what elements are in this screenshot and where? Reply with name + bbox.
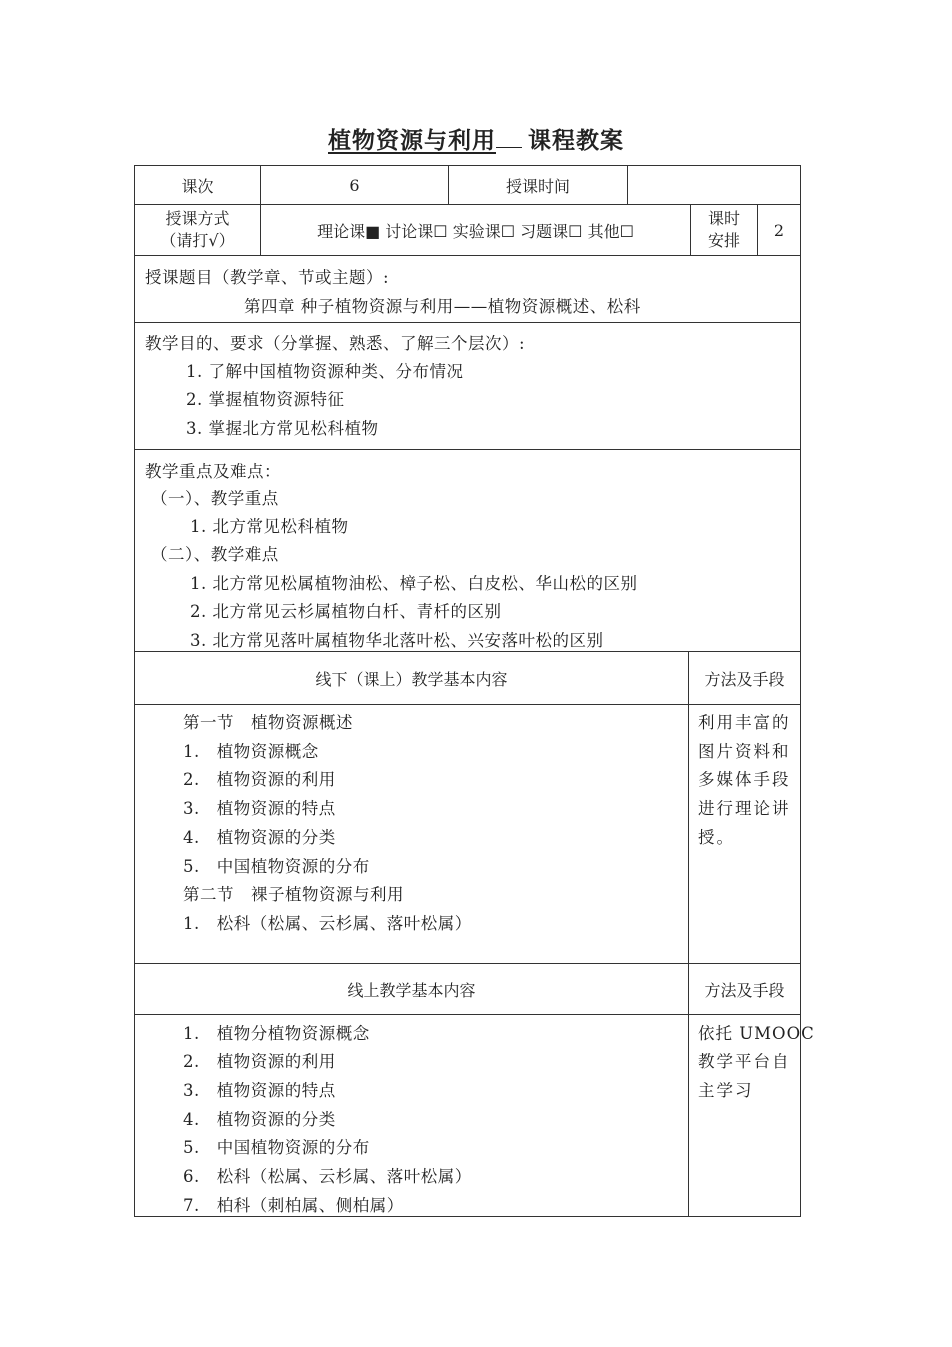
- key-item: 1. 北方常见松科植物: [190, 517, 349, 536]
- offline-line: 1. 松科（松属、云杉属、落叶松属）: [183, 914, 472, 933]
- offline-line: 5. 中国植物资源的分布: [183, 857, 370, 876]
- online-line: 7. 柏科（刺柏属、侧柏属）: [183, 1196, 404, 1215]
- offline-method-line: 进行理论讲: [698, 799, 791, 818]
- topic-value: 第四章 种子植物资源与利用——植物资源概述、松科: [244, 297, 641, 316]
- topic-label: 授课题目（教学章、节或主题）:: [145, 268, 390, 287]
- online-method-line: 教学平台自: [698, 1052, 791, 1071]
- row-divider: [134, 704, 801, 705]
- row-divider: [134, 322, 801, 323]
- online-line: 2. 植物资源的利用: [183, 1052, 336, 1071]
- objective-item: 2. 掌握植物资源特征: [186, 390, 345, 409]
- row-divider: [134, 449, 801, 450]
- offline-method-line: 授。: [698, 828, 735, 847]
- col-divider: [688, 651, 689, 1216]
- offline-line: 4. 植物资源的分类: [183, 828, 336, 847]
- mode-options: 理论课■ 讨论课☐ 实验课☐ 习题课☐ 其他☐: [317, 221, 634, 241]
- objective-item: 1. 了解中国植物资源种类、分布情况: [186, 362, 464, 381]
- online-line: 3. 植物资源的特点: [183, 1081, 336, 1100]
- mode-label-line1: 授课方式: [165, 209, 230, 228]
- online-line: 4. 植物资源的分类: [183, 1110, 336, 1129]
- title-underline-gap: [496, 146, 522, 148]
- keypoints-label: 教学重点及难点：: [145, 462, 281, 481]
- online-line: 6. 松科（松属、云杉属、落叶松属）: [183, 1167, 472, 1186]
- lesson-label: 课次: [181, 176, 214, 196]
- offline-method-header: 方法及手段: [704, 669, 785, 689]
- objectives-label: 教学目的、要求（分掌握、熟悉、了解三个层次）:: [145, 334, 526, 353]
- time-label: 授课时间: [505, 176, 570, 196]
- difficulty-section-label: （二）、教学难点: [151, 545, 279, 564]
- hours-label-line2: 安排: [707, 231, 740, 250]
- hours-label: [691, 205, 757, 255]
- offline-line: 2. 植物资源的利用: [183, 770, 336, 789]
- hours-label-line1: 课时: [707, 209, 740, 228]
- offline-method-line: 图片资料和: [698, 742, 791, 761]
- hours-value: 2: [773, 220, 785, 240]
- time-value: [628, 166, 800, 204]
- lesson-number: 6: [349, 175, 360, 195]
- mode-label-line2: （请打√）: [160, 231, 235, 250]
- offline-method-line: 利用丰富的: [698, 713, 791, 732]
- difficulty-item: 2. 北方常见云杉属植物白杄、青杄的区别: [190, 602, 502, 621]
- difficulty-item: 3. 北方常见落叶属植物华北落叶松、兴安落叶松的区别: [190, 631, 604, 650]
- offline-line: 3. 植物资源的特点: [183, 799, 336, 818]
- online-header: 线上教学基本内容: [347, 980, 476, 1000]
- offline-line: 第一节 植物资源概述: [183, 713, 353, 732]
- key-section-label: （一）、教学重点: [151, 489, 279, 508]
- row-divider: [134, 255, 801, 256]
- difficulty-item: 1. 北方常见松属植物油松、樟子松、白皮松、华山松的区别: [190, 574, 638, 593]
- offline-method-line: 多媒体手段: [698, 770, 791, 789]
- mode-label: [135, 205, 260, 255]
- offline-header: 线下（课上）教学基本内容: [315, 669, 508, 689]
- offline-line: 1. 植物资源概念: [183, 742, 319, 761]
- online-line: 1. 植物分植物资源概念: [183, 1024, 370, 1043]
- row-divider: [134, 1014, 801, 1015]
- course-name: 植物资源与利用: [328, 127, 496, 154]
- online-line: 5. 中国植物资源的分布: [183, 1138, 370, 1157]
- online-method-line: 主学习: [698, 1081, 754, 1100]
- objective-item: 3. 掌握北方常见松科植物: [186, 419, 379, 438]
- offline-line: 第二节 裸子植物资源与利用: [183, 885, 404, 904]
- table-border-bottom: [134, 1216, 801, 1217]
- document-title: [0, 122, 952, 155]
- online-method-line: 依托 UMOOC: [698, 1024, 815, 1043]
- online-method-header: 方法及手段: [704, 980, 785, 1000]
- title-suffix: 课程教案: [528, 127, 624, 154]
